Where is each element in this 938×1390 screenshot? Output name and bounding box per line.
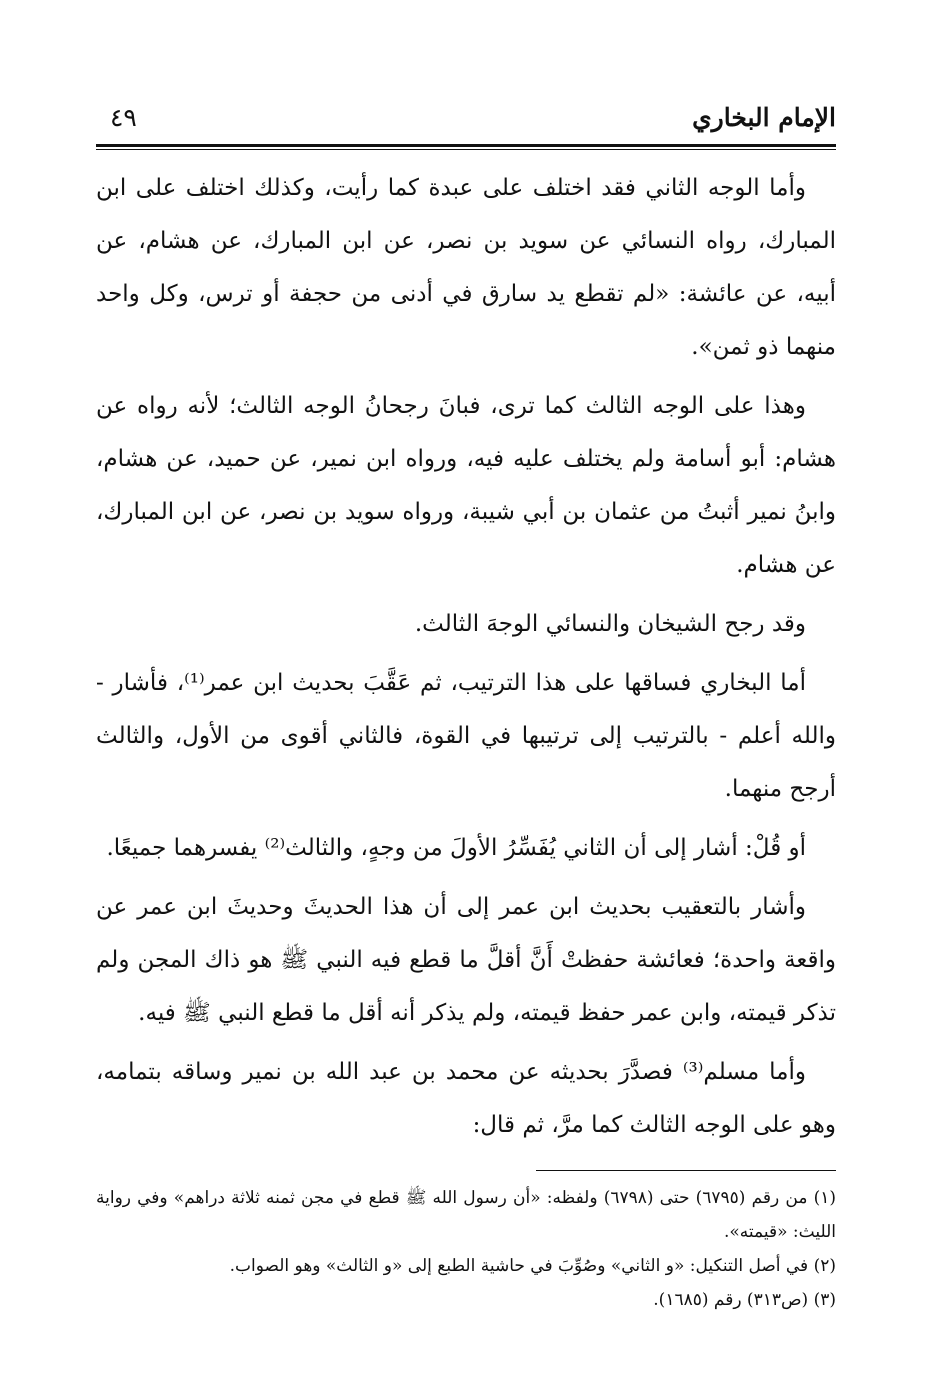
running-head: الإمام البخاري bbox=[692, 103, 836, 132]
header-rule-thick bbox=[96, 144, 836, 147]
paragraph: وأشار بالتعقيب بحديث ابن عمر إلى أن هذا الحديثَ وحديثَ ابن عمر عن واقعة واحدة؛ فعائشة حفظتْ أَنَّ أقلَّ ما قطع فيه النبي ﷺ هو ذاك المجن ولم تذكر قيمته، وابن عمر حفظ قيمته، ولم يذكر أنه أقل ما قطع النبي ﷺ فيه. bbox=[96, 894, 836, 1026]
body-text bbox=[96, 162, 836, 1152]
footnotes bbox=[96, 1181, 836, 1317]
paragraph: أو قُلْ: أشار إلى أن الثاني يُفَسِّرُ الأولَ من وجهٍ، والثالث⁽²⁾ يفسرهما جميعًا. bbox=[106, 835, 806, 861]
footnote-separator bbox=[536, 1170, 836, 1171]
header-rule-thin bbox=[96, 149, 836, 150]
paragraph: وهذا على الوجه الثالث كما ترى، فبانَ رجحانُ الوجه الثالث؛ لأنه رواه عن هشام: أبو أسامة ولم يختلف عليه فيه، ورواه ابن نمير، عن حميد، عن هشام، وابنُ نمير أثبتُ من عثمان بن أبي شيبة، ورواه سويد بن نصر، عن ابن المبارك، عن هشام. bbox=[96, 393, 836, 578]
paragraph: أما البخاري فساقها على هذا الترتيب، ثم عَقَّبَ بحديث ابن عمر⁽¹⁾، فأشار - والله أعلم - بالترتيب إلى ترتيبها في القوة، فالثاني أقوى من الأول، والثالث أرجح منهما. bbox=[96, 670, 836, 802]
paragraph: وأما الوجه الثاني فقد اختلف على عبدة كما رأيت، وكذلك اختلف على ابن المبارك، رواه النسائي عن سويد بن نصر، عن ابن المبارك، عن هشام، عن أبيه، عن عائشة: «لم تقطع يد سارق في أدنى من حجفة أو ترس، وكل واحد منهما ذو ثمن». bbox=[96, 175, 836, 360]
page-number: ٤٩ bbox=[110, 103, 137, 132]
footnote: (١) من رقم (٦٧٩٥) حتى (٦٧٩٨) ولفظه: «أن رسول الله ﷺ قطع في مجن ثمنه ثلاثة دراهم» وفي رواية الليث: «قيمته». bbox=[96, 1188, 836, 1242]
page-header bbox=[96, 98, 836, 140]
paragraph: وقد رجح الشيخان والنسائي الوجهَ الثالث. bbox=[414, 611, 806, 637]
footnote: (٣) (ص٣١٣) رقم (١٦٨٥). bbox=[653, 1290, 836, 1310]
footnote: (٢) في أصل التنكيل: «و الثاني» وصُوِّبَ في حاشية الطبع إلى «و الثالث» وهو الصواب. bbox=[229, 1256, 836, 1276]
paragraph: وأما مسلم⁽³⁾ فصدَّرَ بحديثه عن محمد بن عبد الله بن نمير وساقه بتمامه، وهو على الوجه الثالث كما مرَّ، ثم قال: bbox=[96, 1059, 836, 1138]
document-page bbox=[96, 98, 836, 1358]
